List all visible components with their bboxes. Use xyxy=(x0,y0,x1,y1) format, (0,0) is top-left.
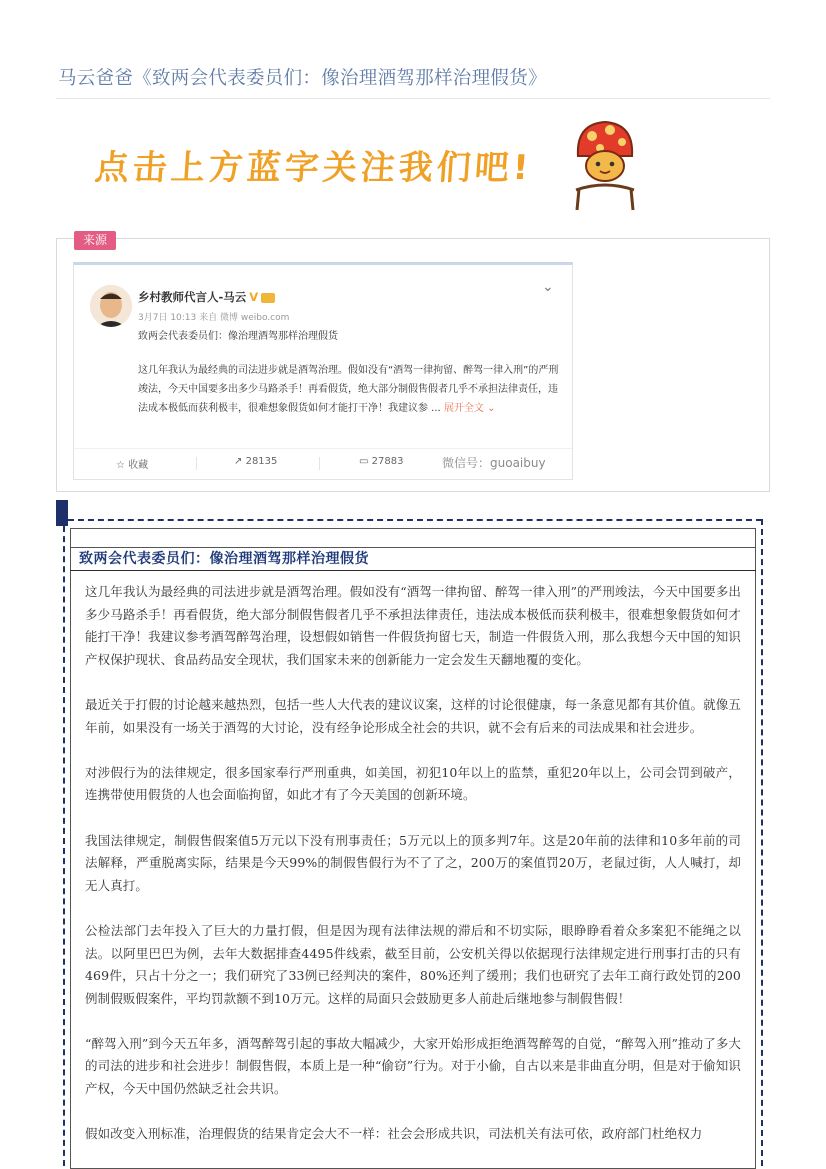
article-body xyxy=(85,581,741,1168)
article-paragraph: “醉驾入刑”到今天五年多，酒驾醉驾引起的事故大幅减少，大家开始形成拒绝酒驾醉驾的自觉，“醉驾入刑”推动了多大的司法的进步和社会进步！制假售假，本质上是一种“偷窃”行为。对于小偷，自古以来是非曲直分明，但是对于偷知识产权，今天中国仍然缺乏社会共识。 xyxy=(85,1035,741,1097)
expand-chevron-icon[interactable]: ⌄ xyxy=(483,403,496,414)
follow-banner-text[interactable]: 点击上方蓝字关注我们吧! xyxy=(93,148,534,188)
weibo-screenshot xyxy=(73,262,573,480)
repost-action[interactable] xyxy=(234,456,277,467)
chevron-down-icon[interactable]: ⌄ xyxy=(542,279,554,295)
favorite-label: 收藏 xyxy=(128,460,149,471)
article-title-divider xyxy=(70,570,756,571)
wechat-watermark: 微信号：guoaibuy xyxy=(442,456,546,470)
section-accent-bar xyxy=(56,500,68,526)
expand-full-text-link[interactable]: 展开全文 xyxy=(443,403,484,414)
weibo-action-bar xyxy=(74,448,572,476)
star-icon: ☆ xyxy=(116,460,125,471)
weibo-user-name[interactable] xyxy=(138,289,275,305)
article-title: 致两会代表委员们：像治理酒驾那样治理假货 xyxy=(79,551,369,567)
action-divider xyxy=(196,457,197,470)
user-name-text[interactable]: 乡村教师代言人-马云 xyxy=(138,290,247,304)
page-title: 马云爸爸《致两会代表委员们：像治理酒驾那样治理假货》 xyxy=(58,68,547,89)
article-paragraph: 公检法部门去年投入了巨大的力量打假，但是因为现有法律法规的滞后和不切实际，眼睁睁看着众多案犯不能绳之以法。以阿里巴巴为例，去年大数据排查4495件线索，截至目前，公安机关得以依据现行法律规定进行刑事打击的只有469件，只占十分之一；我们研究了33例已经判决的案件，80%还判了缓刑；我们也研究了去年工商行政处罚的200例制假贩假案件，平均罚款额不到10万元。这样的局面只会鼓励更多人前赴后继地参与制假售假！ xyxy=(85,922,741,1006)
article-header-row xyxy=(70,528,756,547)
favorite-action[interactable] xyxy=(116,456,148,471)
repost-text: 致两会代表委员们：像治理酒驾那样治理假货 xyxy=(138,331,338,342)
mushroom-mascot-icon xyxy=(570,118,640,213)
post-meta: 3月7日 10:13 来自 微博 weibo.com xyxy=(138,313,290,323)
verified-badge: V xyxy=(249,290,259,304)
dashed-border-top xyxy=(68,519,762,521)
source-tag: 来源 xyxy=(74,231,116,250)
article-paragraph: 假如改变入刑标准，治理假货的结果肯定会大不一样：社会会形成共识，司法机关有法可依，政府部门杜绝权力 xyxy=(85,1126,703,1142)
article-paragraph: 对涉假行为的法律规定，很多国家奉行严刑重典，如美国，初犯10年以上的监禁，重犯20年以上，公司会罚到破产，连携带使用假货的人也会面临拘留，如此才有了今天美国的创新环境。 xyxy=(85,764,741,803)
repost-count: 28135 xyxy=(245,456,278,467)
dashed-border-left xyxy=(63,526,65,1166)
article-paragraph: 这几年我认为最经典的司法进步就是酒驾治理。假如没有“酒驾一律拘留、醉驾一律入刑”的严刑竣法，今天中国要多出多少马路杀手！再看假货，绝大部分制假售假者几乎不承担法律责任，违法成本极低而获利极丰，很难想象假货如何才能打干净！我建议参考酒驾醉驾治理，设想假如销售一件假货拘留七天，制造一件假货入刑，那么我想今天中国的知识产权保护现状、食品药品安全现状，我们国家未来的创新能力一定会发生天翻地覆的变化。 xyxy=(85,584,741,667)
avatar xyxy=(90,285,132,327)
comment-icon: ▭ xyxy=(359,456,369,467)
action-divider xyxy=(319,457,320,470)
title-divider xyxy=(56,98,770,99)
article-paragraph: 我国法律规定，制假售假案值5万元以下没有刑事责任；5万元以上的顶多判7年。这是20年前的法律和10多年前的司法解释，严重脱离实际，结果是今天99%的制假售假行为不了了之，200万的案值罚20万，老鼠过街，人人喊打，却无人真打。 xyxy=(85,832,741,893)
article-paragraph: 最近关于打假的讨论越来越热烈，包括一些人大代表的建议议案，这样的讨论很健康，每一条意见都有其价值。就像五年前，如果没有一场关于酒驾的大讨论，没有经争论形成全社会的共识，就不会有后来的司法成果和社会进步。 xyxy=(85,696,741,735)
weibo-body xyxy=(138,361,560,418)
share-icon: ↗ xyxy=(234,456,243,467)
comment-count: 27883 xyxy=(371,456,404,467)
weibo-body-text: 这几年我认为最经典的司法进步就是酒驾治理。假如没有“酒驾一律拘留、醉驾一律入刑”的严刑竣法，今天中国要多出多少马路杀手！再看假货，绝大部分制假售假者几乎不承担法律责任，违法成本极低而获利极丰，很难想象假货如何才能打干净！我建议参 ... xyxy=(138,365,559,414)
comment-action[interactable] xyxy=(359,456,403,467)
crown-icon xyxy=(261,293,275,303)
user-avatar-icon xyxy=(90,285,132,327)
dashed-border-right xyxy=(761,519,763,1166)
